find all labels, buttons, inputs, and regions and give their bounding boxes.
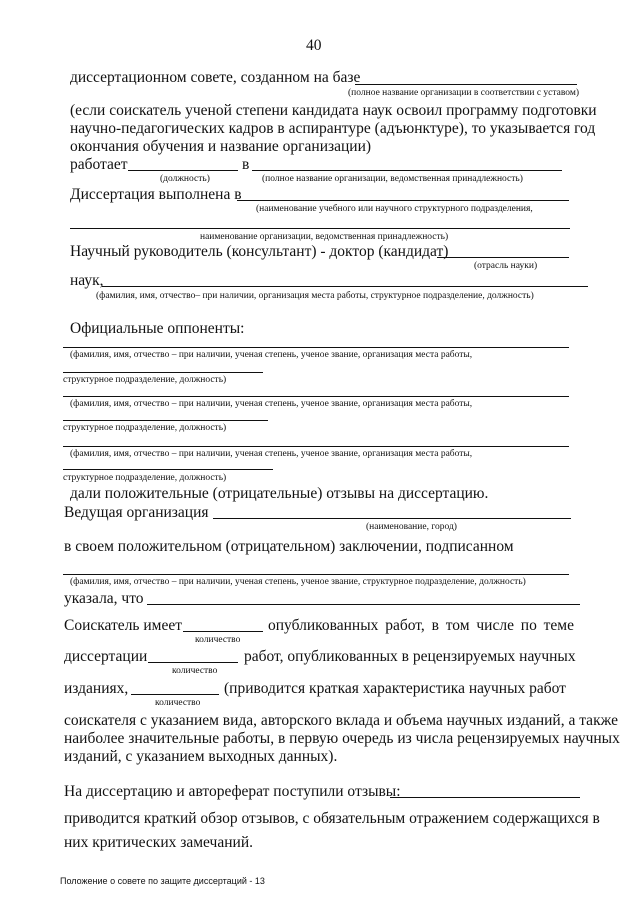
text-works: работает xyxy=(70,156,128,173)
text-published: опубликованных работ, в том числе по теме xyxy=(268,617,574,634)
footer: Положение о совете по защите диссертаций - 13 xyxy=(60,876,265,886)
blank-lead-org[interactable] xyxy=(213,518,571,519)
text-received: На диссертацию и автореферат поступили отзывы: xyxy=(64,783,401,800)
text-para1-line1: (если соискатель ученой степени кандидата наук освоил программу подготовки xyxy=(70,102,597,119)
text-works-published: работ, опубликованных в рецензируемых научных xyxy=(244,648,576,665)
blank-count-1[interactable] xyxy=(183,631,263,632)
blank-science-field[interactable] xyxy=(437,257,569,258)
note-count-3: количество xyxy=(155,698,201,708)
note-science-field: (отрасль науки) xyxy=(474,261,538,271)
blank-opponent-3[interactable] xyxy=(63,446,569,447)
note-opponent-1: (фамилия, имя, отчество – при наличии, ученая степень, ученое звание, организация места работы, xyxy=(70,350,473,360)
blank-opponent-2b[interactable] xyxy=(63,420,268,421)
note-count-1: количество xyxy=(195,635,241,645)
blank-indicated[interactable] xyxy=(147,604,580,605)
text-editions: изданиях, xyxy=(64,680,129,697)
note-unit-2: наименование организации, ведомственная принадлежность) xyxy=(200,232,449,242)
text-para1-line2: научно-педагогических кадров в аспирантуре (адъюнктуре), то указывается год xyxy=(70,120,596,137)
blank-signer[interactable] xyxy=(63,574,569,575)
text-reviews: дали положительные (отрицательные) отзывы на диссертацию. xyxy=(70,485,489,502)
blank-supervisor-fio[interactable] xyxy=(102,286,588,287)
note-city: (наименование, город) xyxy=(366,522,457,532)
blank-received[interactable] xyxy=(390,797,580,798)
text-applicant-has: Соискатель имеет xyxy=(64,617,183,634)
text-lead-org: Ведущая организация xyxy=(64,504,209,521)
note-count-2: количество xyxy=(172,666,218,676)
text-para2-line1: соискателя с указанием вида, авторского вклада и объема научных изданий, а также xyxy=(64,712,618,729)
text-conclusion: в своем положительном (отрицательном) заключении, подписанном xyxy=(64,538,514,555)
note-supervisor-fio: (фамилия, имя, отчество– при наличии, организация места работы, структурное подразделение, должность) xyxy=(96,291,534,301)
text-diss-done: Диссертация выполнена в xyxy=(70,186,242,203)
blank-opponent-1b[interactable] xyxy=(63,372,263,373)
blank-count-3[interactable] xyxy=(131,694,219,695)
note-work-org: (полное название организации, ведомственная принадлежность) xyxy=(262,174,523,184)
blank-opponent-1[interactable] xyxy=(63,347,569,348)
blank-unit[interactable] xyxy=(237,200,569,201)
text-brief: (приводится краткая характеристика научных работ xyxy=(224,680,566,697)
text-supervisor: Научный руководитель (консультант) - доктор (кандидат) xyxy=(70,243,449,260)
text-para1-line3: окончания обучения и название организации) xyxy=(70,138,372,155)
blank-opponent-3b[interactable] xyxy=(63,469,273,470)
blank-unit-2[interactable] xyxy=(70,228,570,229)
note-opponent-2b: структурное подразделение, должность) xyxy=(63,423,227,433)
blank-position[interactable] xyxy=(128,170,238,171)
text-council: диссертационном совете, созданном на базе xyxy=(70,69,361,86)
note-unit: (наименование учебного или научного структурного подразделения, xyxy=(256,204,533,214)
blank-organization[interactable] xyxy=(355,84,577,85)
note-position: (должность) xyxy=(160,174,210,184)
note-opponent-3: (фамилия, имя, отчество – при наличии, ученая степень, ученое звание, организация места работы, xyxy=(70,449,473,459)
note-signer: (фамилия, имя, отчество – при наличии, ученая степень, ученое звание, структурное подразделение, должность) xyxy=(70,577,526,587)
text-para2-line3: изданий, с указанием выходных данных). xyxy=(64,748,338,765)
page-number: 40 xyxy=(306,37,322,54)
blank-opponent-2[interactable] xyxy=(63,396,569,397)
note-opponent-3b: структурное подразделение, должность) xyxy=(63,473,227,483)
text-works-in: в xyxy=(242,156,250,173)
note-opponent-1b: структурное подразделение, должность) xyxy=(63,375,227,385)
text-para2-line2: наиболее значительные работы, в первую очередь из числа рецензируемых научных xyxy=(64,730,620,747)
note-opponent-2: (фамилия, имя, отчество – при наличии, ученая степень, ученое звание, организация места работы, xyxy=(70,399,473,409)
blank-work-organization[interactable] xyxy=(252,170,562,171)
text-opponents: Официальные оппоненты: xyxy=(70,320,245,337)
blank-count-2[interactable] xyxy=(148,662,238,663)
text-indicated: указала, что xyxy=(64,590,144,607)
text-para3-line2: них критических замечаний. xyxy=(64,834,253,851)
text-science: наук, xyxy=(70,272,104,289)
note-org-name: (полное название организации в соответствии с уставом) xyxy=(348,88,580,98)
text-dissertation: диссертации xyxy=(64,648,148,665)
text-para3-line1: приводится краткий обзор отзывов, с обязательным отражением содержащихся в xyxy=(64,810,600,827)
